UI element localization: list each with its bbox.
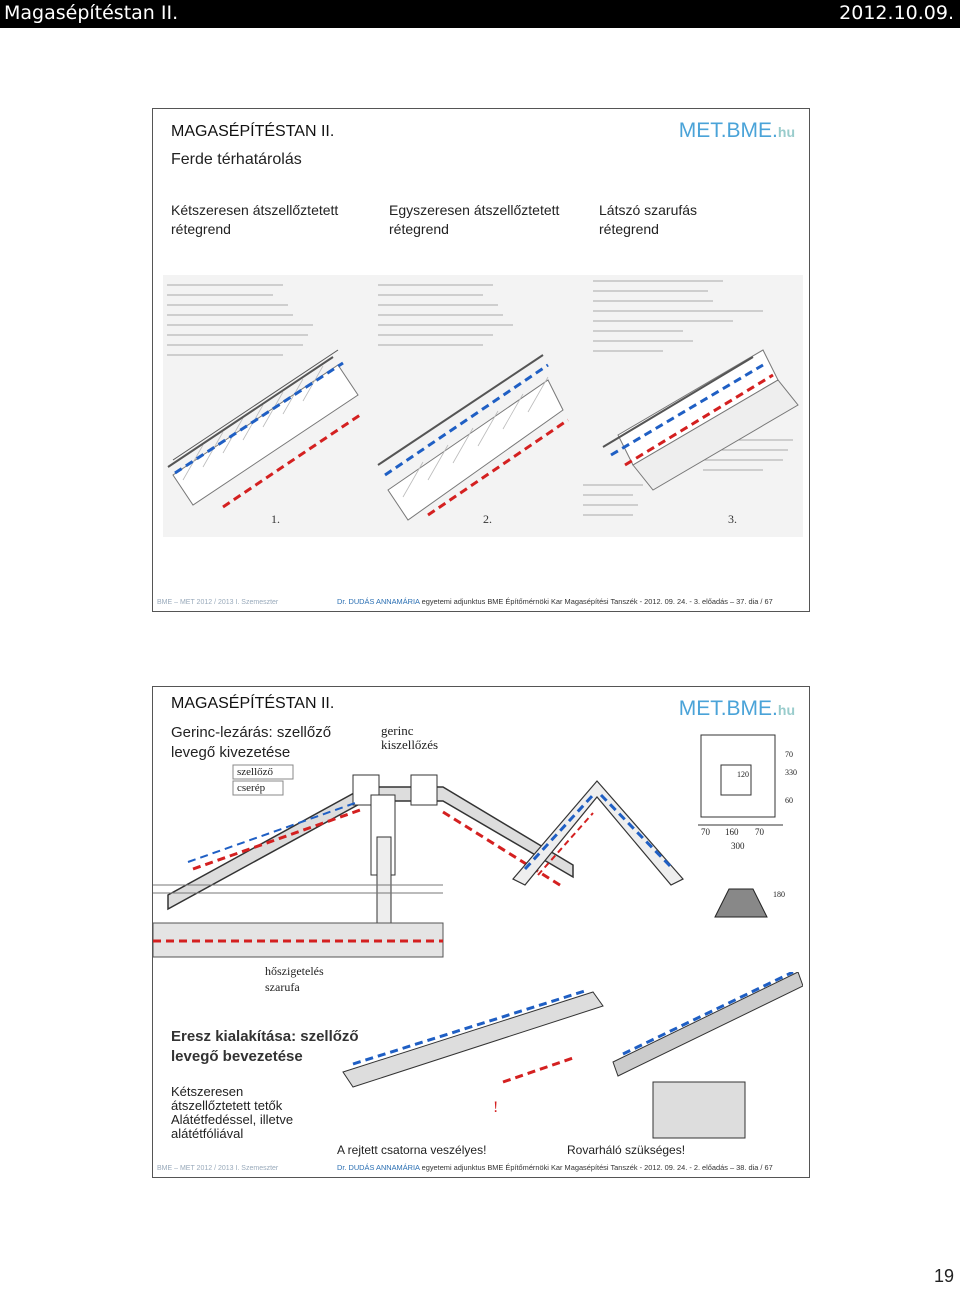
ridge-title: Gerinc-lezárás: szellőző levegő kivezetése bbox=[171, 724, 332, 761]
slide-course-title: MAGASÉPÍTÉSTAN II. bbox=[171, 123, 335, 140]
slide-subtitle: Ferde térhatárolás bbox=[171, 151, 302, 168]
roof-layer-diagrams bbox=[163, 275, 803, 537]
slide-38 bbox=[152, 686, 810, 1178]
svg-text:szarufa: szarufa bbox=[265, 980, 300, 994]
page-header bbox=[0, 0, 960, 28]
column-heading-1: Kétszeresen átszellőztetett rétegrend bbox=[171, 202, 339, 237]
svg-text:160: 160 bbox=[725, 827, 739, 837]
eave-title: Eresz kialakítása: szellőző levegő bevezetése bbox=[171, 1028, 359, 1065]
svg-text:70: 70 bbox=[785, 750, 793, 759]
slide-footer-credit: Dr. DUDÁS ANNAMÁRIA egyetemi adjunktus BME Építőmérnöki Kar Magasépítési Tanszék - 2012. 09. 24. - 2. előadás – 38. dia / 67 bbox=[337, 1163, 773, 1172]
svg-text:300: 300 bbox=[731, 841, 745, 851]
met-bme-logo: MET.BME.hu bbox=[678, 119, 795, 142]
figure-number-2: 2. bbox=[483, 512, 492, 526]
svg-text:180: 180 bbox=[773, 890, 785, 899]
header-course: Magasépítéstan II. bbox=[4, 2, 179, 24]
svg-text:120: 120 bbox=[737, 770, 749, 779]
svg-text:60: 60 bbox=[785, 796, 793, 805]
met-bme-logo: MET.BME.hu bbox=[678, 697, 795, 720]
warning-hidden-gutter: A rejtett csatorna veszélyes! bbox=[337, 1143, 487, 1157]
slide-37 bbox=[152, 108, 810, 612]
svg-text:330: 330 bbox=[785, 768, 797, 777]
column-heading-3: Látszó szarufás rétegrend bbox=[599, 202, 698, 237]
eave-ventilation-diagrams bbox=[333, 972, 803, 1142]
slide-footer-semester: BME – MET 2012 / 2013 I. Szemeszter bbox=[157, 599, 279, 606]
column-heading-2: Egyszeresen átszellőztetett rétegrend bbox=[389, 202, 560, 237]
page-number: 19 bbox=[933, 1266, 954, 1286]
slide-footer-credit: Dr. DUDÁS ANNAMÁRIA egyetemi adjunktus BME Építőmérnöki Kar Magasépítési Tanszék - 2012. 09. 24. - 3. előadás – 37. dia / 67 bbox=[337, 597, 773, 606]
svg-text:hőszigetelés: hőszigetelés bbox=[265, 964, 324, 978]
svg-text:cserép: cserép bbox=[237, 782, 266, 794]
figure-number-1: 1. bbox=[271, 512, 280, 526]
slide-course-title: MAGASÉPÍTÉSTAN II. bbox=[171, 695, 335, 712]
svg-text:szellőző: szellőző bbox=[237, 766, 274, 778]
svg-text:kiszellőzés: kiszellőzés bbox=[381, 737, 439, 752]
svg-text:gerinc: gerinc bbox=[381, 723, 414, 738]
header-date: 2012.10.09. bbox=[839, 2, 954, 24]
figure-number-3: 3. bbox=[728, 512, 737, 526]
svg-text:!: ! bbox=[493, 1099, 499, 1116]
eave-description: Kétszeresen átszellőztetett tetők Alátétfedéssel, illetve alátétfóliával bbox=[171, 1084, 294, 1141]
slide-footer-semester: BME – MET 2012 / 2013 I. Szemeszter bbox=[157, 1165, 279, 1172]
svg-text:70: 70 bbox=[701, 827, 710, 837]
svg-text:70: 70 bbox=[755, 827, 764, 837]
warning-insect-net: Rovarháló szükséges! bbox=[567, 1143, 686, 1157]
